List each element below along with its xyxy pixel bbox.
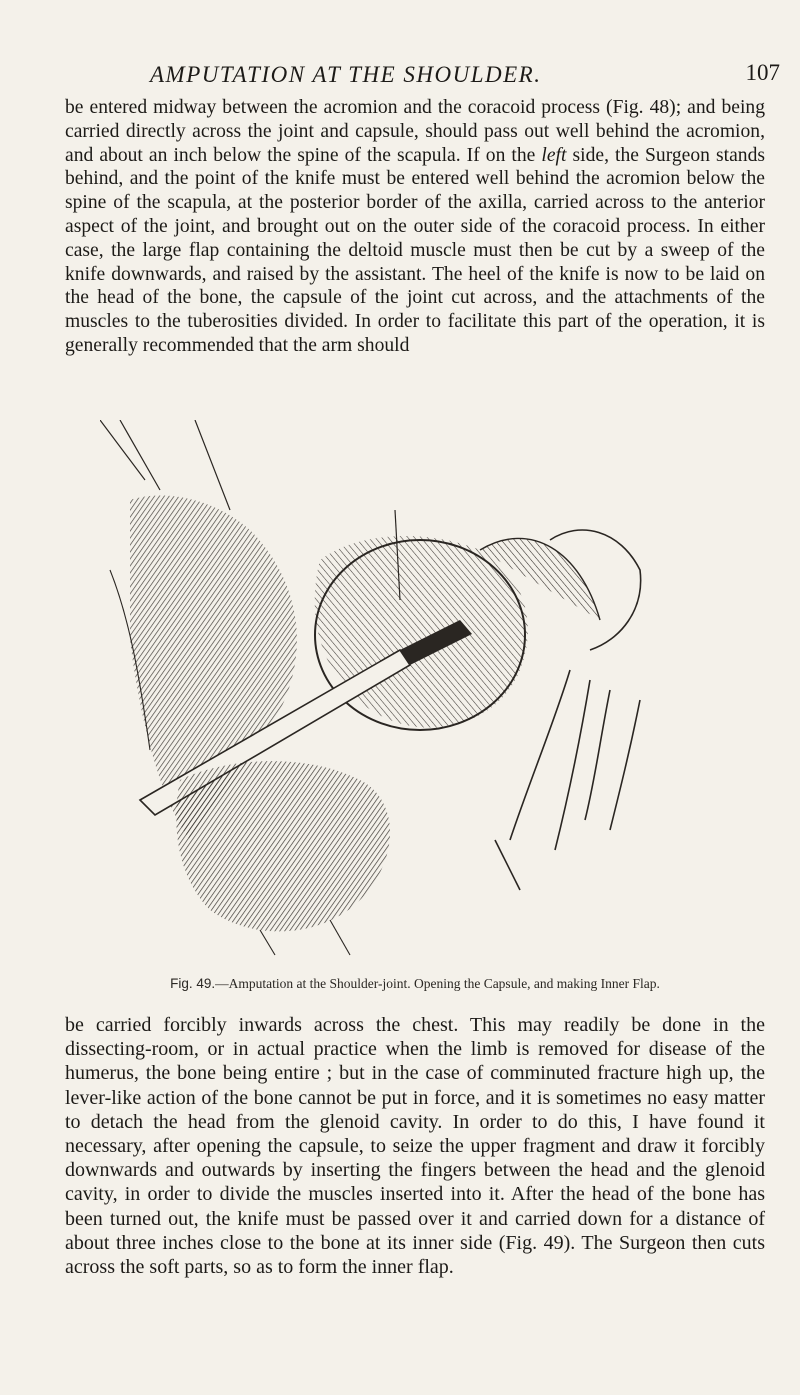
body-paragraph-bottom: be carried forcibly inwards across the chest. This may readily be done in the dissecting-room, or in actual practice when the limb is removed for disease of the humerus, the bone being entire ; but in the case of comminuted fracture high up, the lever-like action of the bone cannot be put in force, and it is sometimes no easy matter to detach the head from the glenoid cavity. In order to do this, I have found it necessary, after opening the capsule, to seize the upper fragment and draw it forcibly downwards and outwards by inserting the fingers between the head and the glenoid cavity, in order to divide the muscles inserted into it. After the head of the bone has been turned out, the knife must be passed over it and carried down for a distance of about three inches close to the bone at its inner side (Fig. 49). The Surgeon then cuts across the soft parts, so as to form the inner flap.: [65, 1014, 765, 1279]
paragraph-text-part: be entered midway between the acromion and the coracoid process (Fig. 48); and being carried directly across the joint and capsule, should pass out well behind the acromion, and about an inch below the spine of the scapula. If on the: [65, 97, 765, 166]
surgical-illustration: [100, 420, 710, 960]
italic-word: left: [541, 144, 567, 166]
inner-muscle-mass: [176, 761, 390, 931]
page-number: 107: [745, 60, 780, 85]
figure-number: Fig. 49.: [170, 976, 216, 991]
figure-caption-text: —Amputation at the Shoulder-joint. Opening the Capsule, and making Inner Flap.: [215, 976, 660, 991]
figure-caption: [65, 976, 765, 992]
paragraph-text-part: side, the Surgeon stands behind, and the point of the knife must be entered well behind the acromion below the spine of the scapula, at the posterior border of the axilla, carried across to the anterior aspect of the joint, and brought out on the outer side of the coracoid process. In either case, the large flap containing the deltoid muscle must then be cut by a sweep of the knife downwards, and raised by the assistant. The heel of the knife is now to be laid on the head of the bone, the capsule of the joint cut across, and the attachments of the muscles to the tuberosities divided. In order to facilitate this part of the operation, it is generally recommended that the arm should: [65, 144, 765, 356]
running-title: AMPUTATION AT THE SHOULDER.: [150, 62, 542, 87]
body-paragraph-top: [65, 96, 765, 358]
page-header: [150, 62, 780, 92]
